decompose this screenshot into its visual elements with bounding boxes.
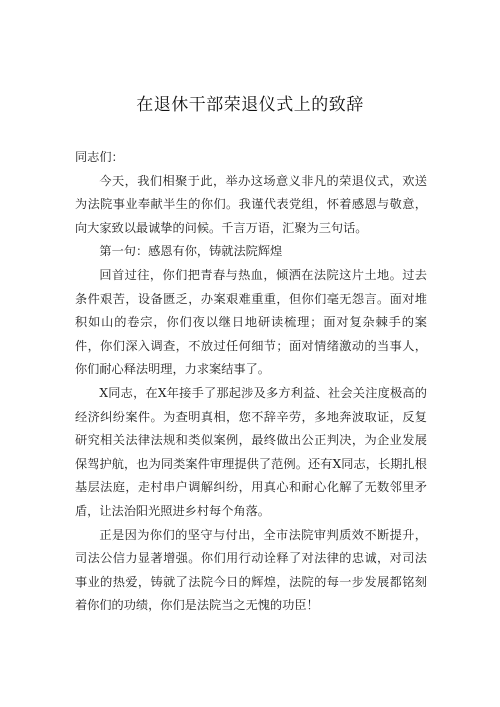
document-title: 在退休干部荣退仪式上的致辞 [136, 95, 364, 115]
paragraph-recollection: 回首过往，你们把青春与热血，倾洒在法院这片土地。过去条件艰苦，设备匮乏，办案艰难重重，但你们毫无怨言。面对堆积如山的卷宗，你们夜以继日地研读梳理；面对复杂棘手的案件，你们深入调查，不放过任何细节；面对情绪激动的当事人，你们耐心释法明理，力求案结事了。 [75, 267, 427, 377]
paragraph-examples: X同志，在X年接手了那起涉及多方利益、社会关注度极高的经济纠纷案件。为查明真相，您不辞辛劳，多地奔波取证，反复研究相关法律法规和类似案例，最终做出公正判决，为企业发展保驾护航，也为同类案件审理提供了范例。还有X同志，长期扎根基层法庭，走村串户调解纠纷，用真心和耐心化解了无数邻里矛盾，让法治阳光照进乡村每个角落。 [75, 385, 427, 518]
paragraph-conclusion: 正是因为你们的坚守与付出，全市法院审判质效不断提升，司法公信力显著增强。你们用行动诠释了对法律的忠诚，对司法事业的热爱，铸就了法院今日的辉煌，法院的每一步发展都铭刻着你们的功绩，你们是法院当之无愧的功臣！ [75, 527, 427, 613]
paragraph-opening: 今天，我们相聚于此，举办这场意义非凡的荣退仪式，欢送为法院事业奉献半生的你们。我谨代表党组，怀着感恩与敬意，向大家致以最诚挚的问候。千言万语，汇聚为三句话。 [75, 173, 427, 235]
section-heading-first: 第一句：感恩有你，铸就法院辉煌 [99, 244, 283, 259]
salutation: 同志们： [75, 150, 124, 164]
document-body [75, 146, 427, 618]
